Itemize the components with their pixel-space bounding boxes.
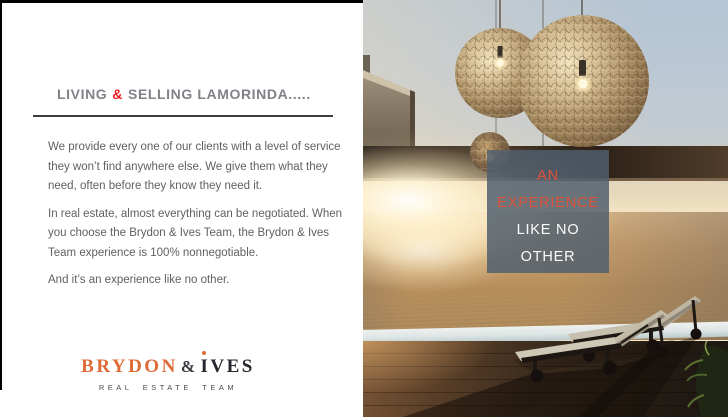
plant (685, 341, 728, 417)
pendant-lamp-large (517, 15, 649, 147)
page-title-text-1: LIVING (57, 86, 108, 102)
brand-logo-name (0, 356, 336, 378)
page-title-text-2: SELLING LAMORINDA..... (128, 86, 311, 102)
logo-brydon: BRYDON (81, 356, 178, 377)
caption-overlay (487, 150, 609, 273)
hero-photo (363, 0, 728, 417)
heading-divider (33, 115, 333, 117)
caption-line-3: LIKE NO (516, 222, 580, 238)
page-title-ampersand: & (112, 86, 123, 102)
left-panel (0, 0, 363, 417)
brand-tagline: REAL ESTATE TEAM (98, 383, 238, 392)
paragraph-experience: And it’s an experience like no other. (48, 274, 230, 286)
paragraph-nonnegotiable: In real estate, almost everything can be negotiated. When you choose the Brydon & Ives Team, the Brydon & Ives Team experience is 100% nonnegotiable. (48, 207, 343, 259)
brand-logo (0, 356, 336, 392)
top-border-line (0, 0, 363, 3)
caption-line-4: OTHER (520, 249, 576, 265)
logo-ives (200, 356, 254, 378)
logo-ampersand: & (180, 357, 198, 376)
logo-i-dot-icon (202, 351, 206, 355)
paragraph-service: We provide every one of our clients with a level of service they won’t find anywhere else. We give them what they need, often before they know they need it. (48, 141, 341, 192)
caption-line-2: EXPERIENCE (497, 195, 599, 211)
page-title (57, 86, 311, 102)
body-copy (48, 138, 353, 299)
caption-line-1: AN (537, 168, 559, 184)
logo-ives-text: IVES (200, 356, 255, 377)
left-border-line (0, 0, 2, 390)
